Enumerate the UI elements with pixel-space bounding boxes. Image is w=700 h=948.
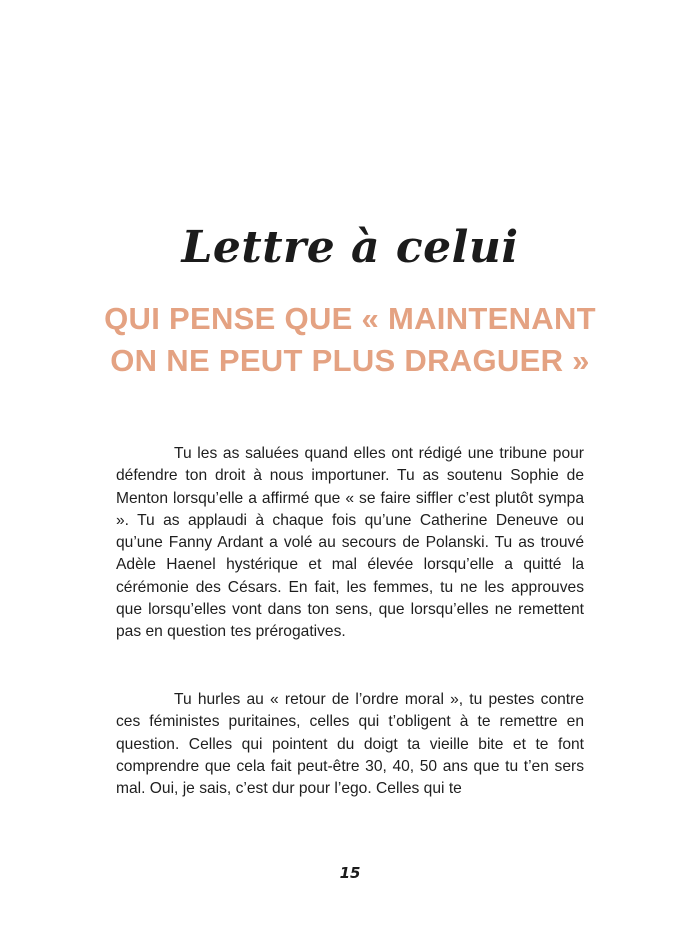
page-number: 15 (339, 864, 361, 882)
subtitle-line-1: QUI PENSE QUE « MAINTENANT (104, 301, 596, 336)
chapter-title: Lettre à celui (181, 222, 519, 273)
body-paragraph-2: Tu hurles au « retour de l’ordre moral », tu pestes contre ces féministes puritaines, celles qui t’obligent à te remettre en question. Celles qui pointent du doigt ta vieille bite et te font comprendre que cela fait peut-être 30, 40, 50 ans que tu t’en sers mal. Oui, je sais, c’est dur pour l’ego. Celles qui te (116, 691, 584, 798)
chapter-subtitle (0, 298, 700, 382)
subtitle-line-2: ON NE PEUT PLUS DRAGUER » (110, 343, 590, 378)
body-paragraph-1: Tu les as saluées quand elles ont rédigé une tribune pour défendre ton droit à nous importuner. Tu as soutenu Sophie de Menton lorsqu’elle a affirmé que « se faire siffler c’est plutôt sympa ». Tu as applaudi à chaque fois qu’une Catherine Deneuve ou qu’une Fanny Ardant a volé au secours de Polanski. Tu as trouvé Adèle Haenel hystérique et mal élevée lorsqu’elle a quitté la cérémonie des Césars. En fait, les femmes, tu ne les approuves que lorsqu’elles vont dans ton sens, que lorsqu’elles ne remettent pas en question tes prérogatives. (116, 445, 584, 641)
